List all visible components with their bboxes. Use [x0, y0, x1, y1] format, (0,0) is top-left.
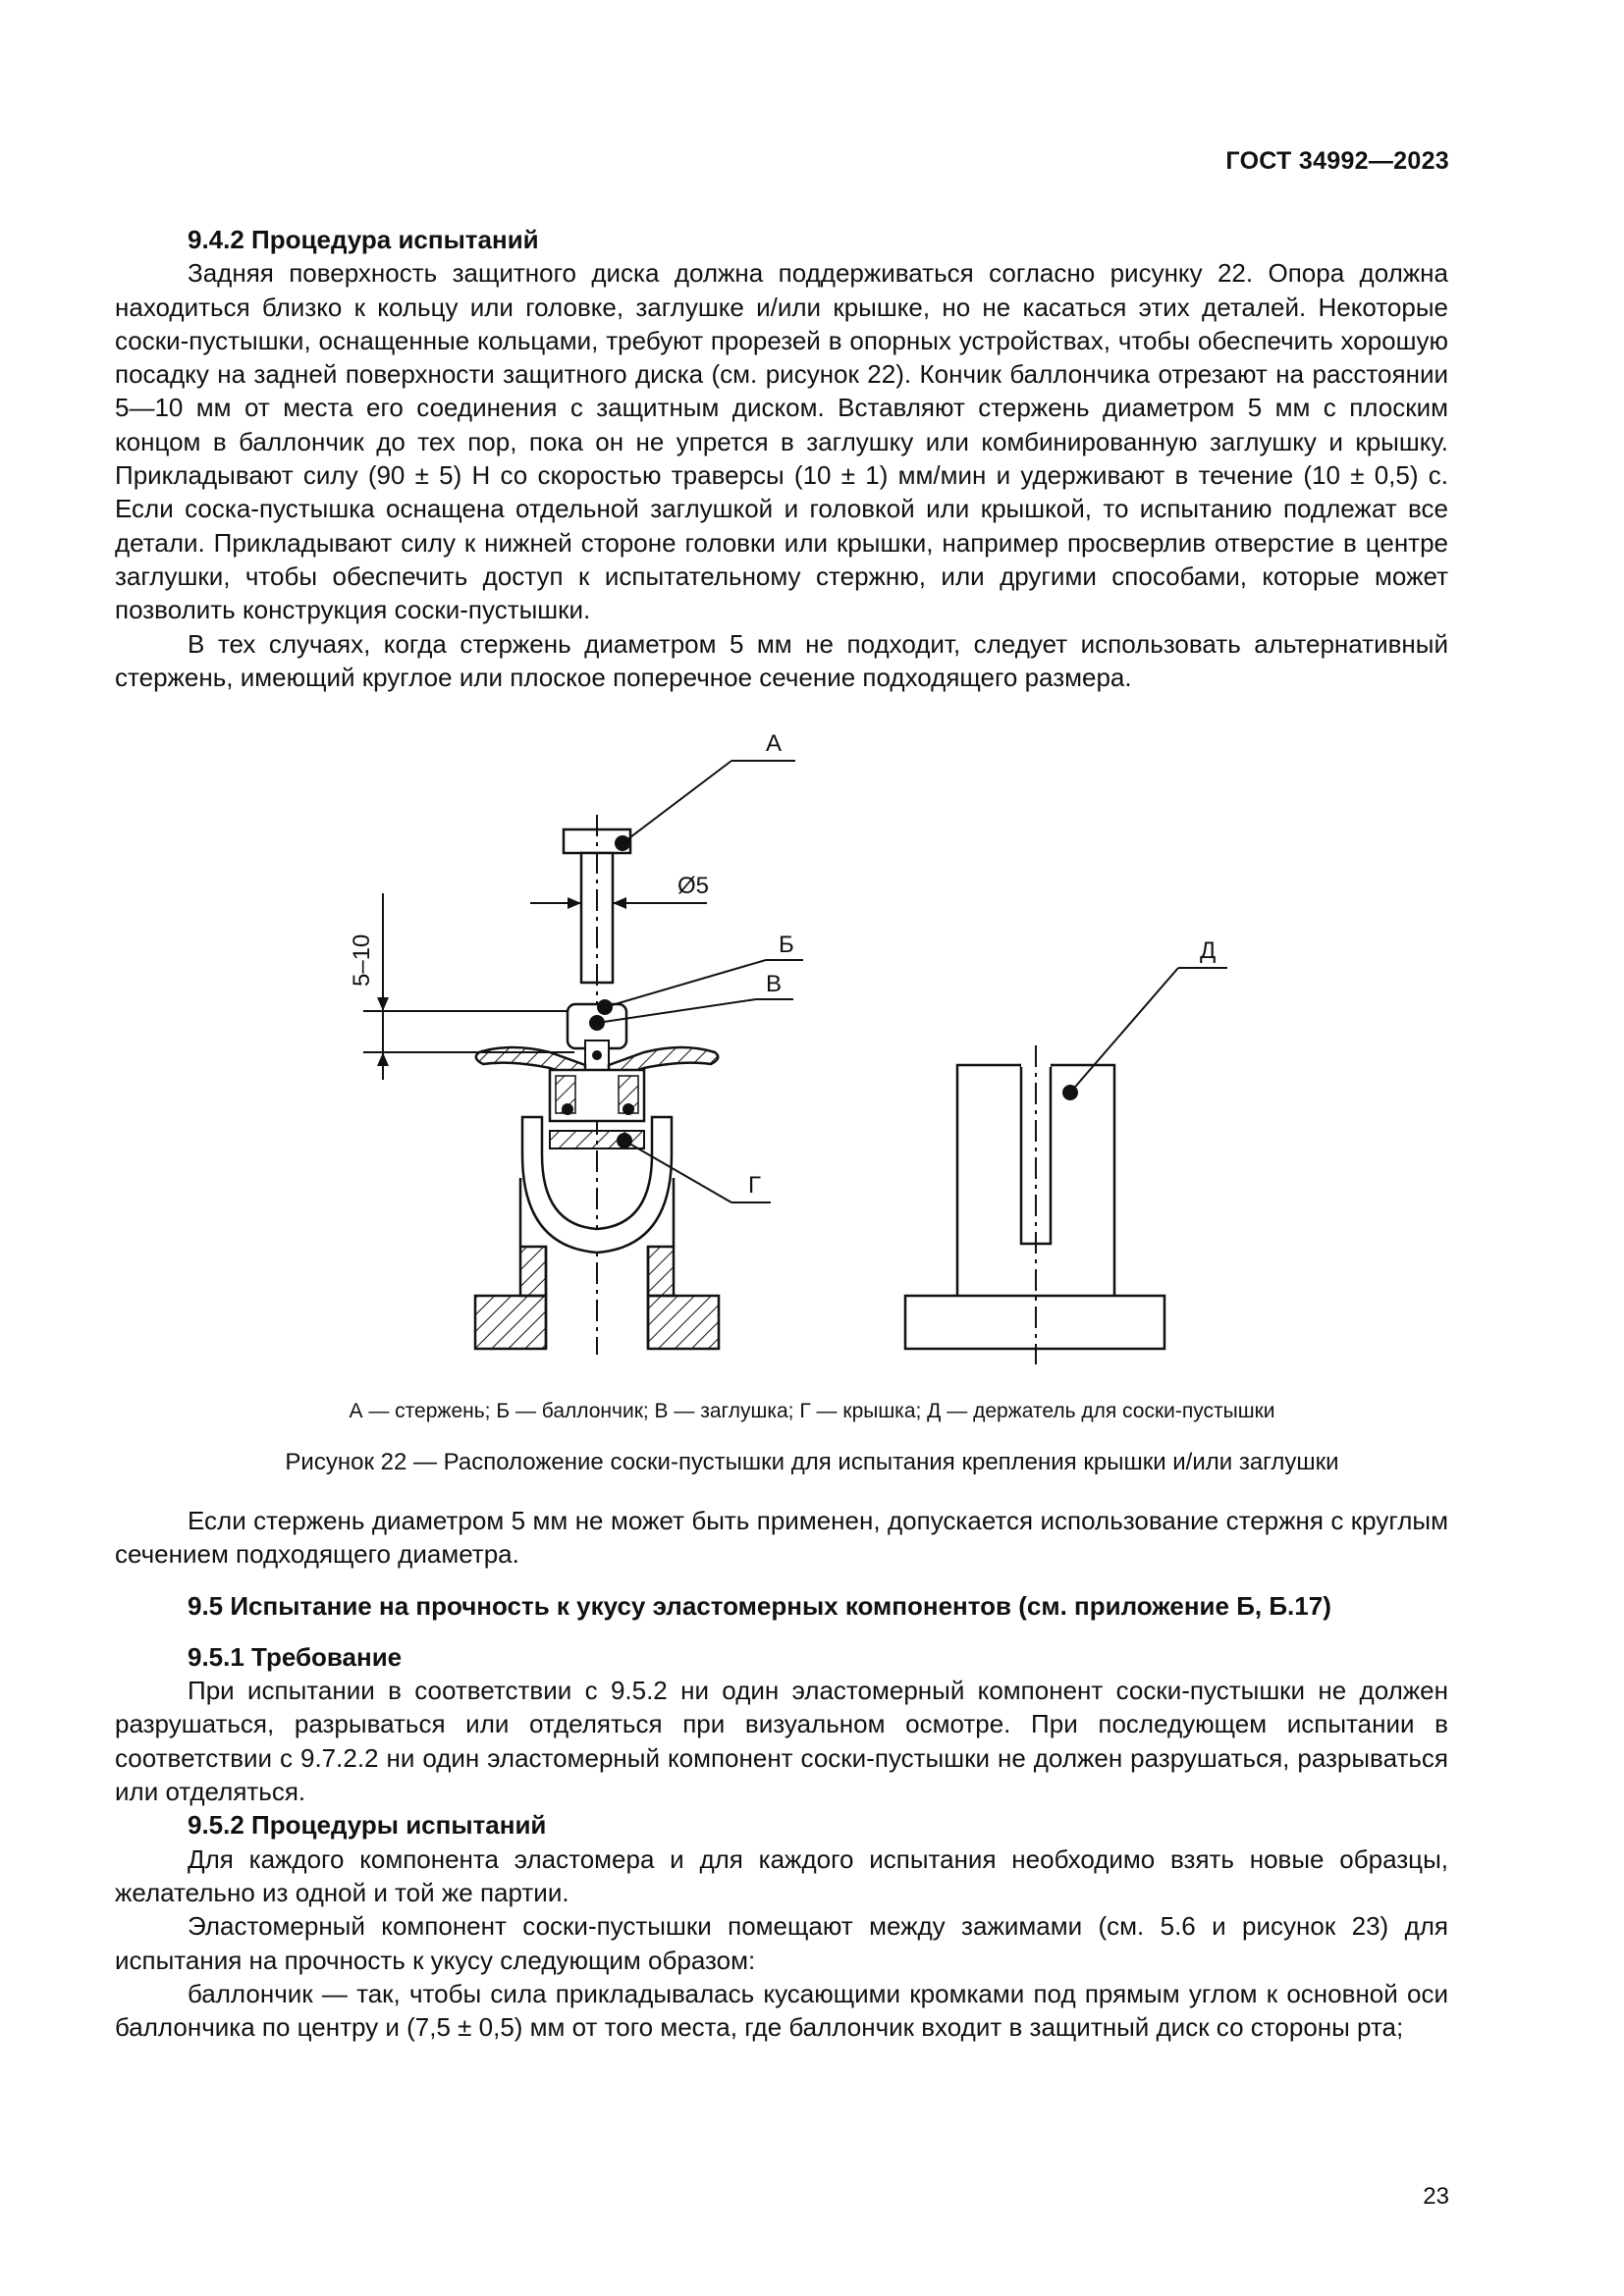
figure-caption: Рисунок 22 — Расположение соски-пустышки для испытания крепления крышки и/или заглушки — [285, 1449, 1339, 1475]
label-g: Г — [748, 1172, 761, 1199]
section-heading-9-4-2: 9.4.2 Процедура испытаний — [188, 225, 539, 254]
figure-legend: А — стержень; Б — баллончик; В — заглушка; Г — крышка; Д — держатель для соски-пустышки — [349, 1400, 1275, 1422]
label-a: А — [766, 730, 783, 757]
label-b: Б — [779, 932, 794, 958]
paragraph: Если стержень диаметром 5 мм не может быть применен, допускается использование стержня с круглым сечением подходящего диаметра. — [115, 1506, 1448, 1570]
leader-a — [623, 761, 731, 843]
leader-b — [605, 960, 766, 1007]
diameter-label: Ø5 — [677, 873, 710, 899]
document-id-header: ГОСТ 34992—2023 — [1225, 147, 1449, 175]
nipple-holder — [905, 1045, 1164, 1364]
label-d: Д — [1200, 937, 1217, 964]
section-heading-9-5: 9.5 Испытание на прочность к укусу эластомерных компонентов (см. приложение Б, Б.17) — [188, 1590, 1331, 1621]
figure-22-drawing — [0, 707, 1624, 1423]
section-9-4-2 — [115, 223, 1448, 694]
paragraph: Для каждого компонента эластомера и для каждого испытания необходимо взять новые образцы, желательно из одной и той же партии. — [115, 1843, 1448, 1907]
cap-ring — [522, 1117, 672, 1253]
leader-g — [624, 1141, 731, 1202]
page-number: 23 — [1423, 2183, 1449, 2210]
paragraph: В тех случаях, когда стержень диаметром 5 мм не подходит, следует использовать альтернативный стержень, имеющий круглое или плоское поперечное сечение подходящего размера. — [115, 628, 1448, 692]
section-heading-9-5-2: 9.5.2 Процедуры испытаний — [188, 1810, 547, 1841]
leader-d — [1070, 968, 1178, 1093]
paragraph: Эластомерный компонент соски-пустышки помещают между зажимами (см. 5.6 и рисунок 23) для испытания на прочность к укусу следующим образом: — [115, 1911, 1448, 1975]
paragraph: баллончик — так, чтобы сила прикладывалась кусающими кромками под прямым углом к основной оси баллончика по центру и (7,5 ± 0,5) мм от того места, где баллончик входит в защитный диск со стороны рта; — [115, 1978, 1448, 2043]
dimension-label-5-10: 5–10 — [349, 934, 375, 987]
label-v: В — [766, 971, 783, 997]
section-heading-9-5-1: 9.5.1 Требование — [188, 1641, 403, 1672]
section-9-5 — [115, 1504, 1448, 2044]
paragraph: При испытании в соответствии с 9.5.2 ни один эластомерный компонент соски-пустышки не должен разрушаться, разрываться или отделяться при визуальном осмотре. При последующем испытании в соответствии с 9.7.2.2 ни один эластомерный компонент соски-пустышки не должен разрушаться, разрываться или отделяться. — [115, 1676, 1448, 1807]
paragraph: Задняя поверхность защитного диска должна поддерживаться согласно рисунку 22. Опора должна находиться близко к кольцу или головке, заглушке и/или крышке, но не касаться этих деталей. Некоторые соски-пустышки, оснащенные кольцами, требуют прорезей в опорных устройствах, чтобы обеспечить хорошую посадку на задней поверхности защитного диска (см. рисунок 22). Кончик баллончика отрезают на расстоянии 5—10 мм от места его соединения с защитным диском. Вставляют стержень диаметром 5 мм с плоским концом в баллончик до тех пор, пока он не упрется в заглушку или комбинированную заглушку и крышку. Прикладывают силу (90 ± 5) Н со скоростью траверсы (10 ± 1) мм/мин и удерживают в течение (10 ± 0,5) с. Если соска-пустышка оснащена отдельной заглушкой и головкой или крышкой, то испытанию подлежат все детали. Прикладывают силу к нижней стороне головки или крышки, например просверлив отверстие в центре заглушки, чтобы обеспечить доступ к испытательному стержню, или другими способами, которые может позволить конструкция соски-пустышки. — [115, 258, 1448, 625]
